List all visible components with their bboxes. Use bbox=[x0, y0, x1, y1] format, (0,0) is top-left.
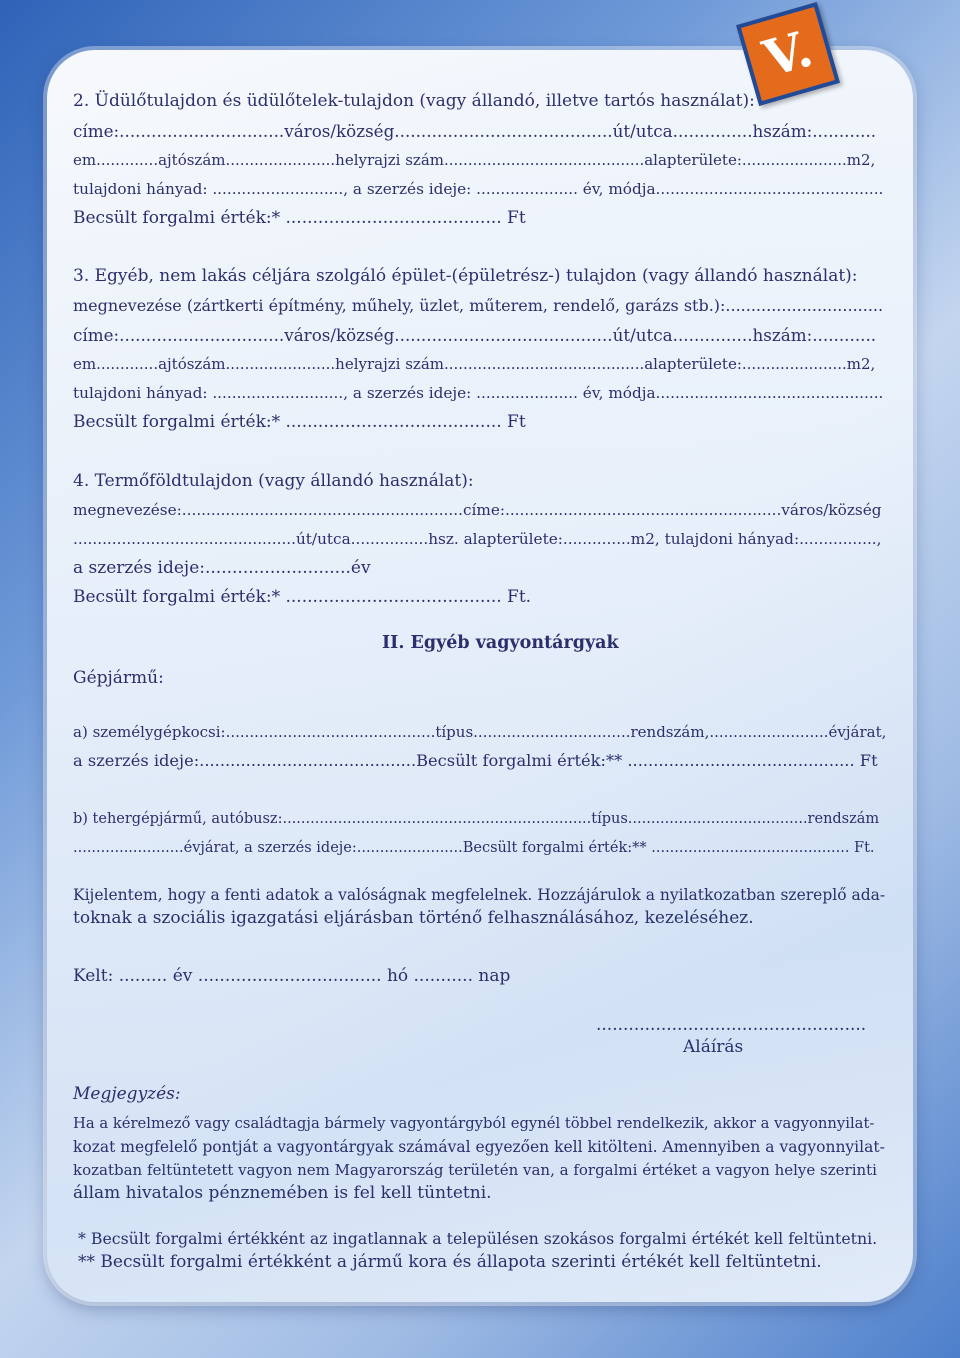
sec4-date-line: a szerzés ideje:...........................év bbox=[73, 558, 371, 578]
sec4-street-line: ..............................................út/utca................hsz. alapterülete:..............m2, tulajdoni hányad:................, bbox=[73, 530, 882, 548]
chapter-badge: V. bbox=[736, 2, 840, 106]
sec4-designation-line: megnevezése:..........................................................címe:.........................................................város/község bbox=[73, 501, 882, 519]
declaration-line-2: toknak a szociális igazgatási eljárásban történő felhasználásához, kezeléséhez. bbox=[73, 908, 754, 928]
truck-line-2: ........................évjárat, a szerzés ideje:.......................Becsült forgalmi érték:** ........................................... Ft. bbox=[73, 840, 875, 856]
date-line: Kelt: ......... év .................................. hó ........... nap bbox=[73, 966, 511, 986]
sec2-address-line: címe:...............................város/község.........................................út/utca...............hszám:............ bbox=[73, 121, 877, 141]
truck-line-1: b) tehergépjármű, autóbusz:...................................................................típus.......................................rendszám bbox=[73, 811, 880, 827]
sec4-value-line: Becsült forgalmi érték:* ........................................ Ft. bbox=[73, 587, 532, 607]
note-line-3: kozatban feltüntetett vagyon nem Magyarország területén van, a forgalmi értéket a vagyon helye szerinti bbox=[73, 1161, 877, 1179]
sec2-title: 2. Üdülőtulajdon és üdülőtelek-tulajdon (vagy állandó, illetve tartós használat): bbox=[73, 91, 755, 111]
vehicle-label: Gépjármű: bbox=[73, 668, 164, 688]
sec4-title: 4. Termőföldtulajdon (vagy állandó használat): bbox=[73, 471, 474, 491]
note-title: Megjegyzés: bbox=[73, 1084, 181, 1104]
sec3-share-line: tulajdoni hányad: ..........................., a szerzés ideje: ..................... év, módja............................................... bbox=[73, 384, 884, 402]
note-line-2: kozat megfelelő pontját a vagyontárgyak számával egyezően kell kitölteni. Amennyiben a vagyonnyilat- bbox=[73, 1138, 885, 1156]
sec2-value-line: Becsült forgalmi érték:* ........................................ Ft bbox=[73, 208, 526, 228]
sec3-value-line: Becsült forgalmi érték:* ........................................ Ft bbox=[73, 412, 526, 432]
part2-heading: II. Egyéb vagyontárgyak bbox=[382, 633, 619, 653]
footnote-1: * Becsült forgalmi értékként az ingatlannak a településen szokásos forgalmi értékét kell feltüntetni. bbox=[78, 1229, 878, 1248]
declaration-line-1: Kijelentem, hogy a fenti adatok a valóságnak megfelelnek. Hozzájárulok a nyilatkozatban szereplő ada- bbox=[73, 886, 886, 904]
sec3-address-line: címe:...............................város/község.........................................út/utca...............hszám:............ bbox=[73, 325, 877, 345]
sec3-designation-line: megnevezése (zártkerti építmény, műhely, üzlet, műterem, rendelő, garázs stb.):............................... bbox=[73, 296, 884, 315]
note-line-1: Ha a kérelmező vagy családtagja bármely vagyontárgyból egynél többel rendelkezik, akkor a vagyonnyilat- bbox=[73, 1115, 875, 1132]
signature-line: .................................................. bbox=[596, 1015, 867, 1035]
car-line-2: a szerzés ideje:..........................................Becsült forgalmi érték:** ............................................ Ft bbox=[73, 751, 878, 770]
sec2-floor-line: em.............ajtószám.......................helyrajzi szám..........................................alapterülete:......................m2, bbox=[73, 151, 876, 169]
signature-label: Aláírás bbox=[683, 1037, 744, 1057]
sec2-share-line: tulajdoni hányad: ..........................., a szerzés ideje: ..................... év, módja............................................... bbox=[73, 180, 884, 198]
note-line-4: állam hivatalos pénznemében is fel kell tüntetni. bbox=[73, 1183, 492, 1203]
footnote-2: ** Becsült forgalmi értékként a jármű kora és állapota szerinti értékét kell feltüntetni. bbox=[78, 1252, 822, 1272]
sec3-floor-line: em.............ajtószám.......................helyrajzi szám..........................................alapterülete:......................m2, bbox=[73, 355, 876, 373]
car-line-1: a) személygépkocsi:............................................típus.................................rendszám,.........................évjárat, bbox=[73, 723, 887, 741]
sec3-title: 3. Egyéb, nem lakás céljára szolgáló épület-(épületrész-) tulajdon (vagy állandó használat): bbox=[73, 266, 858, 286]
